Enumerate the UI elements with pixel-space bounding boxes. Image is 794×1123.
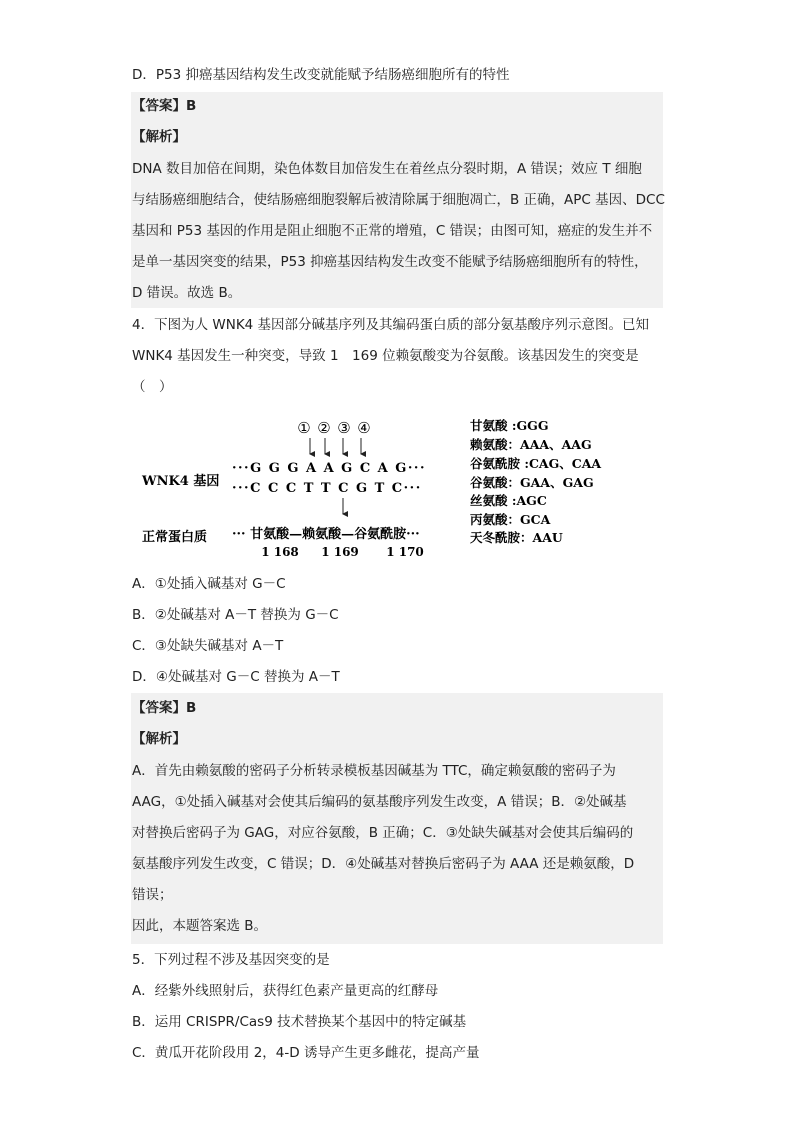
marker-1: ① xyxy=(297,419,311,437)
q3-analysis-heading: 【解析】 xyxy=(132,129,186,145)
q4-option-a: A．①处插入碱基对 G－C xyxy=(132,576,286,592)
top-strand: ···G G G A A G C A G··· xyxy=(232,461,426,476)
q3-analysis-line: 与结肠癌细胞结合，使结肠癌细胞裂解后被清除属于细胞凋亡，B 正确，APC 基因、DCC xyxy=(132,192,665,208)
q5-option-c: C．黄瓜开花阶段用 2，4-D 诱导产生更多雌花，提高产量 xyxy=(132,1045,480,1061)
q3-analysis-line: DNA 数目加倍在间期，染色体数目加倍发生在着丝点分裂时期，A 错误；效应 T 细胞 xyxy=(132,161,642,177)
q4-stem-line: 4．下图为人 WNK4 基因部分碱基序列及其编码蛋白质的部分氨基酸序列示意图。已知 xyxy=(132,317,650,333)
wnk4-figure xyxy=(132,410,632,560)
q3-answer: 【答案】B xyxy=(132,98,197,114)
codon-gly: 甘氨酸 :GGG xyxy=(470,418,549,433)
q4-option-b: B．②处碱基对 A－T 替换为 G－C xyxy=(132,607,339,623)
q4-analysis-line: 氨基酸序列发生改变，C 错误；D．④处碱基对替换后密码子为 AAA 还是赖氨酸，D xyxy=(132,856,635,872)
q4-stem-line: （ ） xyxy=(132,379,173,395)
q4-option-d: D．④处碱基对 G－C 替换为 A－T xyxy=(132,669,340,685)
protein-sequence: ··· 甘氨酸—赖氨酸—谷氨酰胺··· xyxy=(232,527,420,542)
marker-2: ② xyxy=(317,419,331,437)
q5-option-a: A．经紫外线照射后，获得红色素产量更高的红酵母 xyxy=(132,983,439,999)
position-1169: 1 169 xyxy=(321,545,359,559)
q3-analysis-line: 是单一基因突变的结果，P53 抑癌基因结构发生改变不能赋予结肠癌细胞所有的特性， xyxy=(132,254,648,270)
codon-gln: 谷氨酰胺 :CAG、CAA xyxy=(470,456,602,471)
protein-label: 正常蛋白质 xyxy=(142,530,208,545)
q3-analysis-line: 基因和 P53 基因的作用是阻止细胞不正常的增殖，C 错误；由图可知，癌症的发生并不 xyxy=(132,223,653,239)
codon-ala: 丙氨酸：GCA xyxy=(470,512,551,527)
q4-analysis-line: 对替换后密码子为 GAG，对应谷氨酸，B 正确；C．③处缺失碱基对会使其后编码的 xyxy=(132,825,634,841)
marker-3: ③ xyxy=(337,419,351,437)
q3-analysis-line: D 错误。故选 B。 xyxy=(132,285,242,301)
codon-asn: 天冬酰胺：AAU xyxy=(470,530,563,545)
bottom-strand: ···C C C T T C G T C··· xyxy=(232,481,422,496)
q4-answer: 【答案】B xyxy=(132,700,197,716)
position-1170: 1 170 xyxy=(386,545,424,559)
q4-analysis-heading: 【解析】 xyxy=(132,731,186,747)
q4-analysis-line: AAG，①处插入碱基对会使其后编码的氨基酸序列发生改变，A 错误；B．②处碱基 xyxy=(132,794,627,810)
marker-4: ④ xyxy=(357,419,371,437)
q4-analysis-line: 错误； xyxy=(132,887,173,903)
q4-analysis-line: A．首先由赖氨酸的密码子分析转录模板基因碱基为 TTC，确定赖氨酸的密码子为 xyxy=(132,763,616,779)
q3-option-d: D．P53 抑癌基因结构发生改变就能赋予结肠癌细胞所有的特性 xyxy=(132,67,510,83)
q5-option-b: B．运用 CRISPR/Cas9 技术替换某个基因中的特定碱基 xyxy=(132,1014,467,1030)
q4-analysis-line: 因此，本题答案选 B。 xyxy=(132,918,268,934)
q5-stem: 5．下列过程不涉及基因突变的是 xyxy=(132,952,330,968)
codon-glu: 谷氨酸：GAA、GAG xyxy=(470,475,594,490)
gene-label: WNK4 基因 xyxy=(142,474,220,489)
position-1168: 1 168 xyxy=(261,545,299,559)
q4-option-c: C．③处缺失碱基对 A－T xyxy=(132,638,284,654)
q4-stem-line: WNK4 基因发生一种突变，导致 1 169 位赖氨酸变为谷氨酸。该基因发生的突变是 xyxy=(132,348,639,364)
codon-ser: 丝氨酸 :AGC xyxy=(470,493,547,508)
codon-lys: 赖氨酸：AAA、AAG xyxy=(470,437,592,452)
